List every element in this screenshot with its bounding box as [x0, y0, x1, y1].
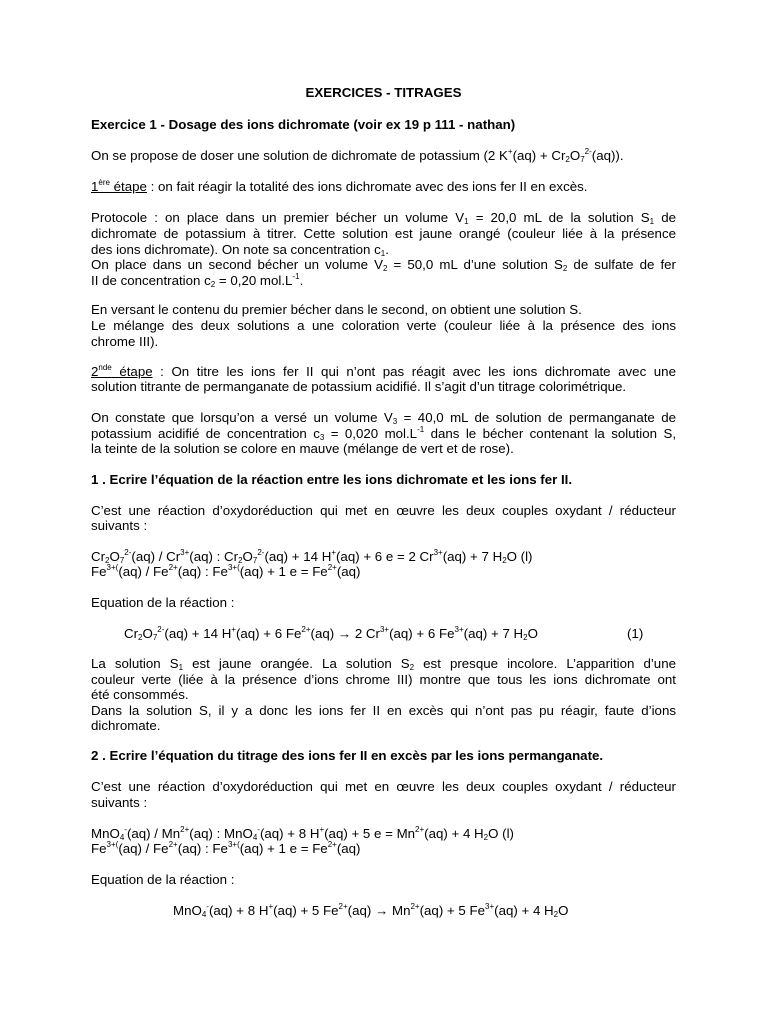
- iron-couple-1: $Fe^{3+(}(aq) / Fe^{2+}(aq)$ : $Fe^{3+(}(aq) + 1$ $e = Fe^{2+}(aq)$: [91, 563, 361, 579]
- step-2-line-2: solution titrante de permanganate de potassium acidifié. Il s’agit d’un titrage colorimétrique.: [91, 379, 627, 394]
- intro-line: On se propose de doser une solution de dichromate de potassium (2 $K^+(aq) + Cr_2O_7^{2-}(aq)$).: [91, 147, 624, 164]
- permanganate-couple: $MnO_4^-(aq) / Mn^{2+}(aq)$ : MnO$_4$-(aq) + 8 H+(aq) + 5 $e = Mn^{2+}(aq) + 4$ $H_2O$ (l): [91, 825, 514, 842]
- equation-label-1: Equation de la réaction :: [91, 595, 235, 610]
- question-2: 2 . Ecrire l’équation du titrage des ions fer II en excès par les ions permanganate.: [91, 748, 604, 763]
- analyse-line-2: couleur verte (liée à la présence d’ions chrome III) montre que tous les ions dichromate ont: [91, 672, 676, 687]
- melange-line-3: chrome III).: [91, 334, 159, 349]
- q2-intro-line-2: suivants :: [91, 795, 148, 810]
- equation-1-number: (1): [627, 626, 644, 641]
- protocole-line-2: dichromate de potassium à titrer. Cette solution est jaune orangé (couleur liée à la présence: [91, 226, 676, 241]
- exercise-1-heading: Exercice 1 - Dosage des ions dichromate (voir ex 19 p 111 - nathan): [91, 117, 516, 132]
- step-1-line: 1ère étape : on fait réagir la totalité des ions dichromate avec des ions fer II en excès.: [91, 178, 588, 194]
- question-1: 1 . Ecrire l’équation de la réaction entre les ions dichromate et les ions fer II.: [91, 472, 573, 487]
- q1-intro-line-1: C’est une réaction d’oxydoréduction qui met en œuvre les deux couples oxydant / réducteur: [91, 503, 676, 518]
- document-title: EXERCICES - TITRAGES: [305, 85, 462, 100]
- protocole-line-4: On place dans un second bécher un volume $V_2 = 50,0$ mL d’une solution $S_2$ de sulfate de fer: [91, 257, 676, 273]
- analyse-line-3: été consommés.: [91, 687, 189, 702]
- iron-couple-2: $Fe^{3+(}(aq) / Fe^{2+}(aq)$ : $Fe^{3+(}(aq) + 1$ $e = Fe^{2+}(aq)$: [91, 840, 361, 856]
- constat-line-3: la teinte de la solution se colore en mauve (mélange de vert et de rose).: [91, 441, 514, 456]
- q1-intro-line-2: suivants :: [91, 518, 148, 533]
- dichromate-couple: $Cr_2O_7^{2-}(aq) / Cr^{3+}(aq)$ : $Cr_2O_7^{2-}(aq) + 14$ H+(aq) + 6 e = 2 $Cr^{3+}(aq) + 7$ $H_2O$ (l): [91, 548, 533, 565]
- protocole-line-3: des ions dichromate). On note sa concentration $c_1$.: [91, 242, 389, 258]
- equation-2: MnO$_4$-(aq) + 8 H+(aq) + 5 $Fe^{2+}(aq) \to Mn^{2+}(aq) + 5$ $Fe^{3+}(aq) + 4$ $H_2O$: [173, 902, 569, 919]
- melange-line-2: Le mélange des deux solutions a une coloration verte (couleur liée à la présence des ions: [91, 318, 676, 333]
- analyse-line-1: La solution $S_1$ est jaune orangée. La solution $S_2$ est presque incolore. L’apparition d’une: [91, 656, 676, 672]
- step-2-line-1: 2nde étape : On titre les ions fer II qui n’ont pas réagit avec les ions dichromate avec une: [91, 363, 676, 379]
- analyse-line-5: dichromate.: [91, 718, 161, 733]
- constat-line-2: potassium acidifié de concentration $c_3 = 0,020$ $mol.L^{-1}$ dans le bécher contenant la solution S,: [91, 425, 677, 442]
- equation-label-2: Equation de la réaction :: [91, 872, 235, 887]
- constat-line-1: On constate que lorsqu’on a versé un volume $V_3 = 40,0$ mL de solution de permanganate de: [91, 410, 677, 426]
- melange-line-1: En versant le contenu du premier bécher dans le second, on obtient une solution S.: [91, 302, 582, 317]
- protocole-line-1: Protocole : on place dans un premier bécher un volume $V_1 = 20,0$ mL de la solution $S_1$ de: [91, 210, 676, 226]
- q2-intro-line-1: C’est une réaction d’oxydoréduction qui met en œuvre les deux couples oxydant / réducteur: [91, 779, 676, 794]
- analyse-line-4: Dans la solution S, il y a donc les ions fer II en excès qui n’ont pas pu réagir, faute d’ions: [91, 703, 676, 718]
- protocole-line-5: II de concentration $c_2 = 0,20$ $mol.L^{-1}$.: [91, 272, 304, 289]
- equation-1: $Cr_2O_7^{2-}(aq) + 14$ H+(aq) + 6 $Fe^{2+}(aq) \to 2$ $Cr^{3+}(aq) + 6$ $Fe^{3+}(aq) + 7$ $H_2O$: [124, 625, 538, 642]
